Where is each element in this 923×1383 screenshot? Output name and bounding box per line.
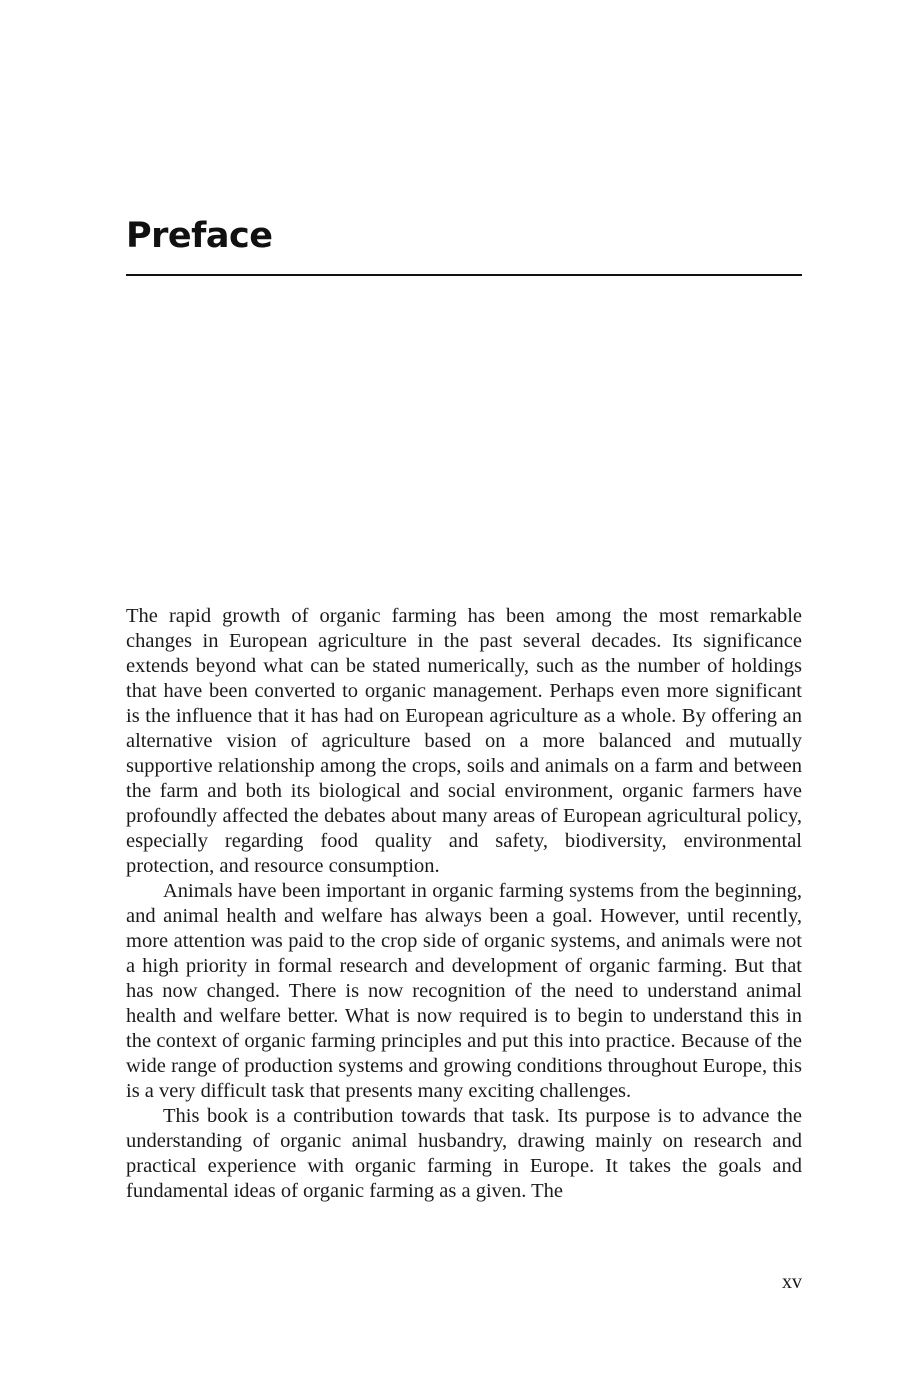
title-rule xyxy=(126,274,802,276)
chapter-title: Preface xyxy=(126,216,273,256)
preface-body xyxy=(126,604,802,1204)
page-number: xv xyxy=(782,1271,802,1293)
paragraph-3: This book is a contribution towards that task. Its purpose is to advance the understanding of organic animal husbandry, drawing mainly on research and practical experience with organic farming in Europe. It takes the goals and fundamental ideas of organic farming as a given. The xyxy=(126,1105,802,1202)
paragraph-1: The rapid growth of organic farming has been among the most remarkable changes in European agriculture in the past several decades. Its significance extends beyond what can be stated numerically, such as the number of holdings that have been converted to organic management. Perhaps even more significant is the influence that it has had on European agriculture as a whole. By offering an alternative vision of agriculture based on a more balanced and mutually supportive relationship among the crops, soils and animals on a farm and between the farm and both its biological and social environment, organic farmers have profoundly affected the debates about many areas of European agricultural policy, especially regarding food quality and safety, biodiversity, environmental protection, and resource consumption. xyxy=(126,605,802,877)
paragraph-2: Animals have been important in organic farming systems from the beginning, and animal health and welfare has always been a goal. However, until recently, more attention was paid to the crop side of organic systems, and animals were not a high priority in formal research and development of organic farming. But that has now changed. There is now recognition of the need to understand animal health and welfare better. What is now required is to begin to understand this in the context of organic farming principles and put this into practice. Because of the wide range of production systems and growing conditions throughout Europe, this is a very difficult task that presents many exciting challenges. xyxy=(126,880,802,1102)
